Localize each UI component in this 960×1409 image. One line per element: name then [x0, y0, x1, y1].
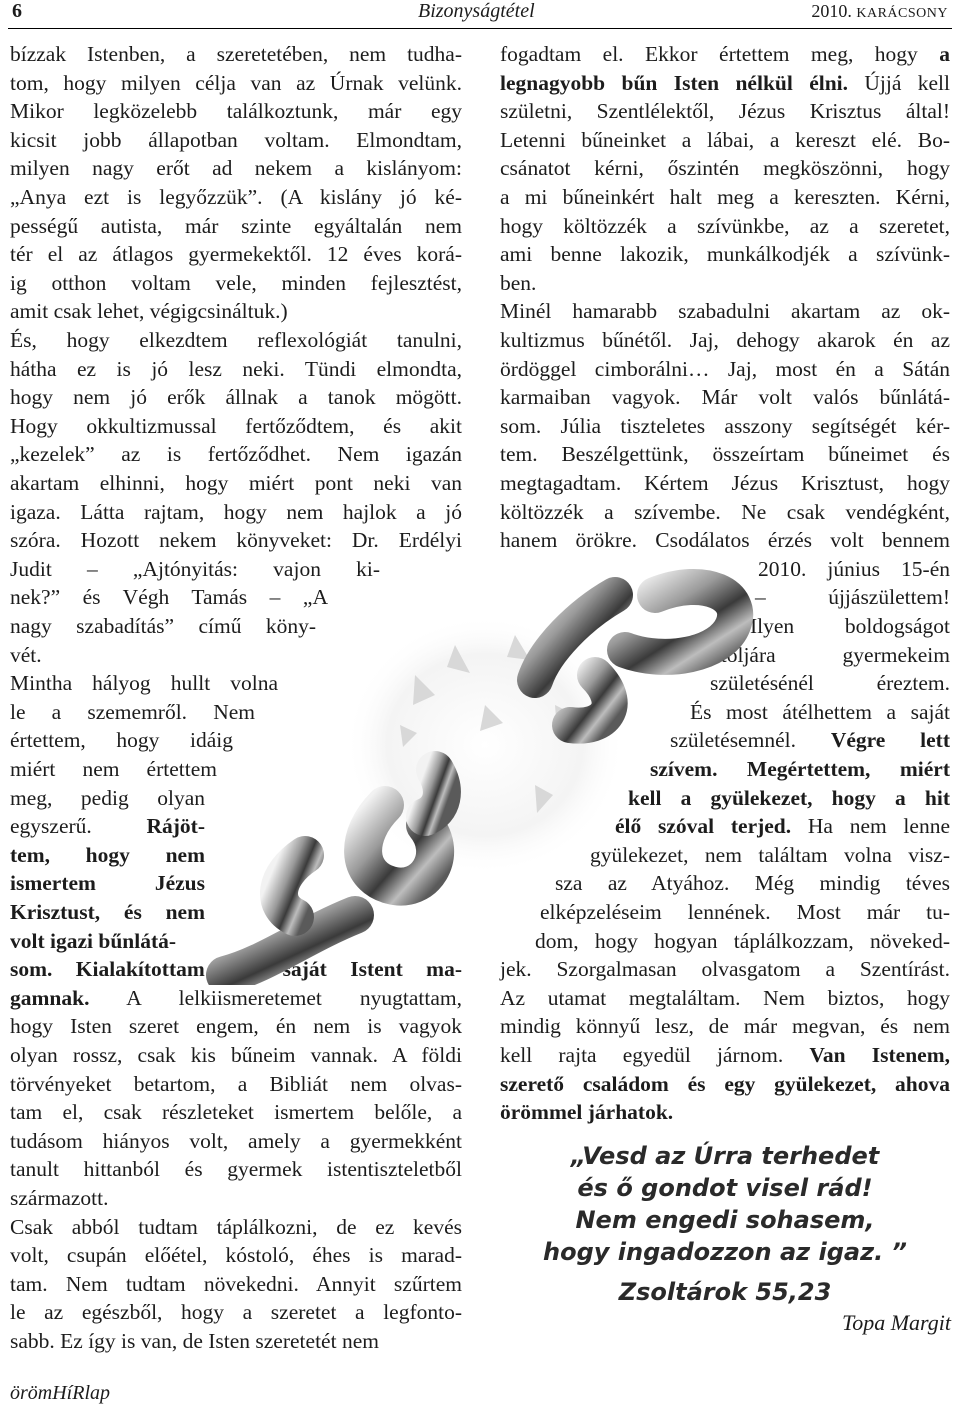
- right-column-line: És most átélhettem a saját: [690, 699, 950, 724]
- right-column-line: szerető családom és egy gyülekezet, ahova: [500, 1071, 950, 1096]
- right-column-line: születésénél éreztem.: [710, 671, 950, 696]
- left-column-line: kicsit jobb állapotban voltam. Elmondtam,: [10, 127, 462, 152]
- verse-line-4: hogy ingadozzon az igaz. ”: [543, 1238, 907, 1266]
- right-column-line: utoljára gyermekeim: [710, 642, 950, 667]
- right-column-line: élő szóval terjed. Ha nem lenne: [615, 814, 950, 839]
- right-column-line: sza az Atyához. Még mindig téves: [555, 871, 950, 896]
- right-column-line: mindig könnyű lesz, de már megvan, és nem: [500, 1014, 950, 1039]
- author-signature: Topa Margit: [842, 1310, 952, 1335]
- verse-reference: Zsoltárok 55,23: [618, 1278, 832, 1306]
- left-column-line: Krisztust, és nem: [10, 900, 205, 924]
- right-column-line: 2010. június 15-én: [758, 556, 950, 581]
- left-column-line: tér el az átlagos gyermekektől. 12 éves korá-: [10, 242, 462, 267]
- left-column-line: egyszerű. Rájöt-: [10, 814, 205, 839]
- left-column-line: igaza. Látta rajtam, hogy nem hajlok a jó: [10, 499, 462, 524]
- right-column-line: csánatot kérni, őszintén megköszönni, hogy: [500, 156, 950, 181]
- right-column-line: születésemnél. Végre lett: [670, 728, 951, 753]
- left-column-line: Mikor legközelebb találkoztunk, már egy: [10, 99, 462, 124]
- right-column-line: fogadtam el. Ekkor értettem meg, hogy a: [500, 42, 950, 66]
- left-column-line: törvényeket betartom, a Bibliát nem olvas-: [10, 1071, 462, 1096]
- left-column-line: tanult hittanból és gyermek istentiszteletből: [10, 1157, 462, 1182]
- page-number: 6: [12, 0, 22, 22]
- left-column-line: értettem, hogy idáig: [10, 728, 233, 753]
- right-column-line: megtagadtam. Kértem Jézus Krisztust, hogy: [500, 471, 950, 495]
- left-column-line: le az egészből, hogy a szeretet a legfonto-: [10, 1300, 462, 1325]
- verse-line-1: „Vesd az Úrra terhedet: [570, 1142, 880, 1170]
- left-column-line: tam. Nem tudtam növekedni. Annyit szűrtem: [10, 1271, 462, 1296]
- left-column-line: gamnak. A lelkiismeretemet nyugtattam,: [10, 985, 462, 1010]
- left-column-line: volt igazi bűnlátá-: [10, 928, 177, 953]
- left-column-line: Csak abból tudtam táplálkozni, de ez kevés: [10, 1214, 462, 1239]
- left-column-line: tudásom hiányos volt, amely a gyermekként: [10, 1128, 462, 1153]
- footer-publication-name: örömHíRlap: [10, 1382, 110, 1404]
- right-column-line: kell rajta egyedül járnom. Van Istenem,: [500, 1043, 951, 1067]
- right-column-line: költözzék a szívembe. Ne csak vendégként,: [500, 499, 950, 524]
- left-column-line: bízzak Istenben, a szeretetében, nem tudha-: [10, 42, 462, 66]
- left-column-line: És, hogy elkezdtem reflexológiát tanulni,: [10, 328, 462, 352]
- right-column-line: Az utamat megtaláltam. Nem biztos, hogy: [500, 985, 950, 1010]
- left-column-line: sabb. Ez így is van, de Isten szeretetét nem: [10, 1329, 379, 1353]
- right-column-line: ördöggel cimborálni… Jaj, most én a Sátán: [500, 356, 950, 381]
- left-column-line: hogy nem jó erők állnak a tanok mögött.: [10, 385, 462, 410]
- right-column-line: jek. Szorgalmasan olvasgatom a Szentírást.: [500, 957, 950, 982]
- left-column-line: szóra. Hozott nekem könyveket: Dr. Erdélyi: [10, 528, 462, 553]
- verse-line-2: és ő gondot visel rád!: [577, 1174, 873, 1202]
- right-column-line: a mi bűneinkért halt meg a kereszten. Kérni,: [500, 185, 950, 209]
- left-column-line: hátha ez is jó lesz neki. Tündi elmondta,: [10, 356, 462, 381]
- left-column-line: akartam elhinni, hogy miért pont neki van: [10, 471, 462, 495]
- right-column-line: ben.: [500, 270, 537, 295]
- left-column-line: volt, csupán előétel, kóstoló, éhes is marad-: [10, 1243, 462, 1268]
- page-header: [8, 0, 952, 29]
- right-column-line: som. Júlia tiszteletes asszony segítségét kér-: [500, 413, 950, 438]
- left-column-line: vét.: [10, 642, 42, 667]
- left-column-line: tom, hogy milyen célja van az Úrnak velünk.: [10, 70, 462, 95]
- right-column-line: tem. Beszélgettünk, összeírtam bűneimet és: [500, 442, 950, 467]
- right-column-line: elképzeléseim lennének. Most már tu-: [540, 900, 950, 924]
- left-column-line: pességű autista, már szinte egyáltalán nem: [10, 213, 462, 238]
- right-column-line: dom, hogy hogyan táplálkozzam, növeked-: [535, 928, 950, 953]
- right-column-line: gyülekezet, nem találtam volna visz-: [590, 842, 950, 867]
- left-column-line: hogy Isten szeret engem, én nem is vagyok: [10, 1014, 462, 1039]
- left-column-line: som. Kialakítottam egy saját Istent ma-: [10, 957, 462, 982]
- right-column-line: Ilyen boldogságot: [750, 614, 950, 638]
- left-column-line: nek?” és Végh Tamás – „A: [10, 585, 328, 610]
- left-column-line: nagy szabadítás” című köny-: [10, 614, 316, 638]
- left-column-line: milyen nagy erőt ad nekem a kislányom:: [10, 156, 462, 181]
- left-column-line: miért nem értettem: [10, 757, 217, 781]
- left-column-line: Hogy okkultizmussal fertőződtem, és akit: [10, 413, 462, 438]
- right-column-line: születni, Szentlélektől, Jézus Krisztus által!: [500, 99, 950, 124]
- left-column-line: származott.: [10, 1186, 109, 1210]
- section-title: Bizonyságtétel: [418, 0, 535, 22]
- left-column-line: olyan rossz, csak kis bűneim vannak. A földi: [10, 1043, 462, 1067]
- left-column-line: tam el, csak részleteket ismertem belőle, a: [10, 1100, 462, 1125]
- left-column-line: le a szememről. Nem: [10, 699, 255, 724]
- issue-date: 2010. KARÁCSONY: [811, 1, 948, 21]
- right-column-line: hogy költözzék a szívünkbe, az a szeretet,: [500, 213, 950, 238]
- left-column-line: ismertem Jézus: [10, 871, 205, 896]
- right-column-line: hanem örökre. Csodálatos érzés volt bennem: [500, 528, 950, 553]
- left-column-line: „kezelek” az is fertőződhet. Nem igazán: [10, 442, 462, 467]
- right-column-line: Minél hamarabb szabadulni akartam az ok-: [500, 299, 950, 324]
- left-column-line: meg, pedig olyan: [10, 785, 205, 810]
- right-column-line: szívem. Megértettem, miért: [650, 757, 950, 781]
- left-column-line: Mintha hályog hullt volna: [10, 671, 278, 696]
- left-column-line: ig otthon voltam vele, minden fejlesztést,: [10, 270, 462, 295]
- right-column-line: legnagyobb bűn Isten nélkül élni. Újjá kell: [500, 70, 950, 95]
- left-column-line: amit csak lehet, végigcsináltuk.): [10, 299, 288, 324]
- right-column-line: ami benne lakozik, munkálkodjék a szívünk-: [500, 242, 950, 267]
- bible-verse: [520, 1140, 930, 1308]
- broken-chain-illustration: [185, 555, 775, 985]
- issue-season: KARÁCSONY: [856, 6, 948, 21]
- right-column-line: karmaiban vagyok. Már volt valós bűnlátá-: [500, 385, 950, 410]
- right-column-line: kultizmus bűnétől. Jaj, dehogy akarok én az: [500, 328, 950, 352]
- left-column-line: „Anya ezt is legyőzzük”. (A kislány jó ké-: [10, 185, 462, 209]
- right-column-line: örömmel járhatok.: [500, 1100, 674, 1125]
- left-column-line: Judit – „Ajtónyitás: vajon ki-: [10, 556, 380, 581]
- right-column-line: – újjászülettem!: [755, 585, 950, 610]
- right-column-line: Letenni bűneinket a lábai, a kereszt elé. Bo-: [500, 127, 950, 152]
- verse-line-3: Nem engedi sohasem,: [575, 1206, 875, 1234]
- right-column-line: kell a gyülekezet, hogy a hit: [628, 785, 950, 810]
- left-column-line: tem, hogy nem: [10, 842, 205, 867]
